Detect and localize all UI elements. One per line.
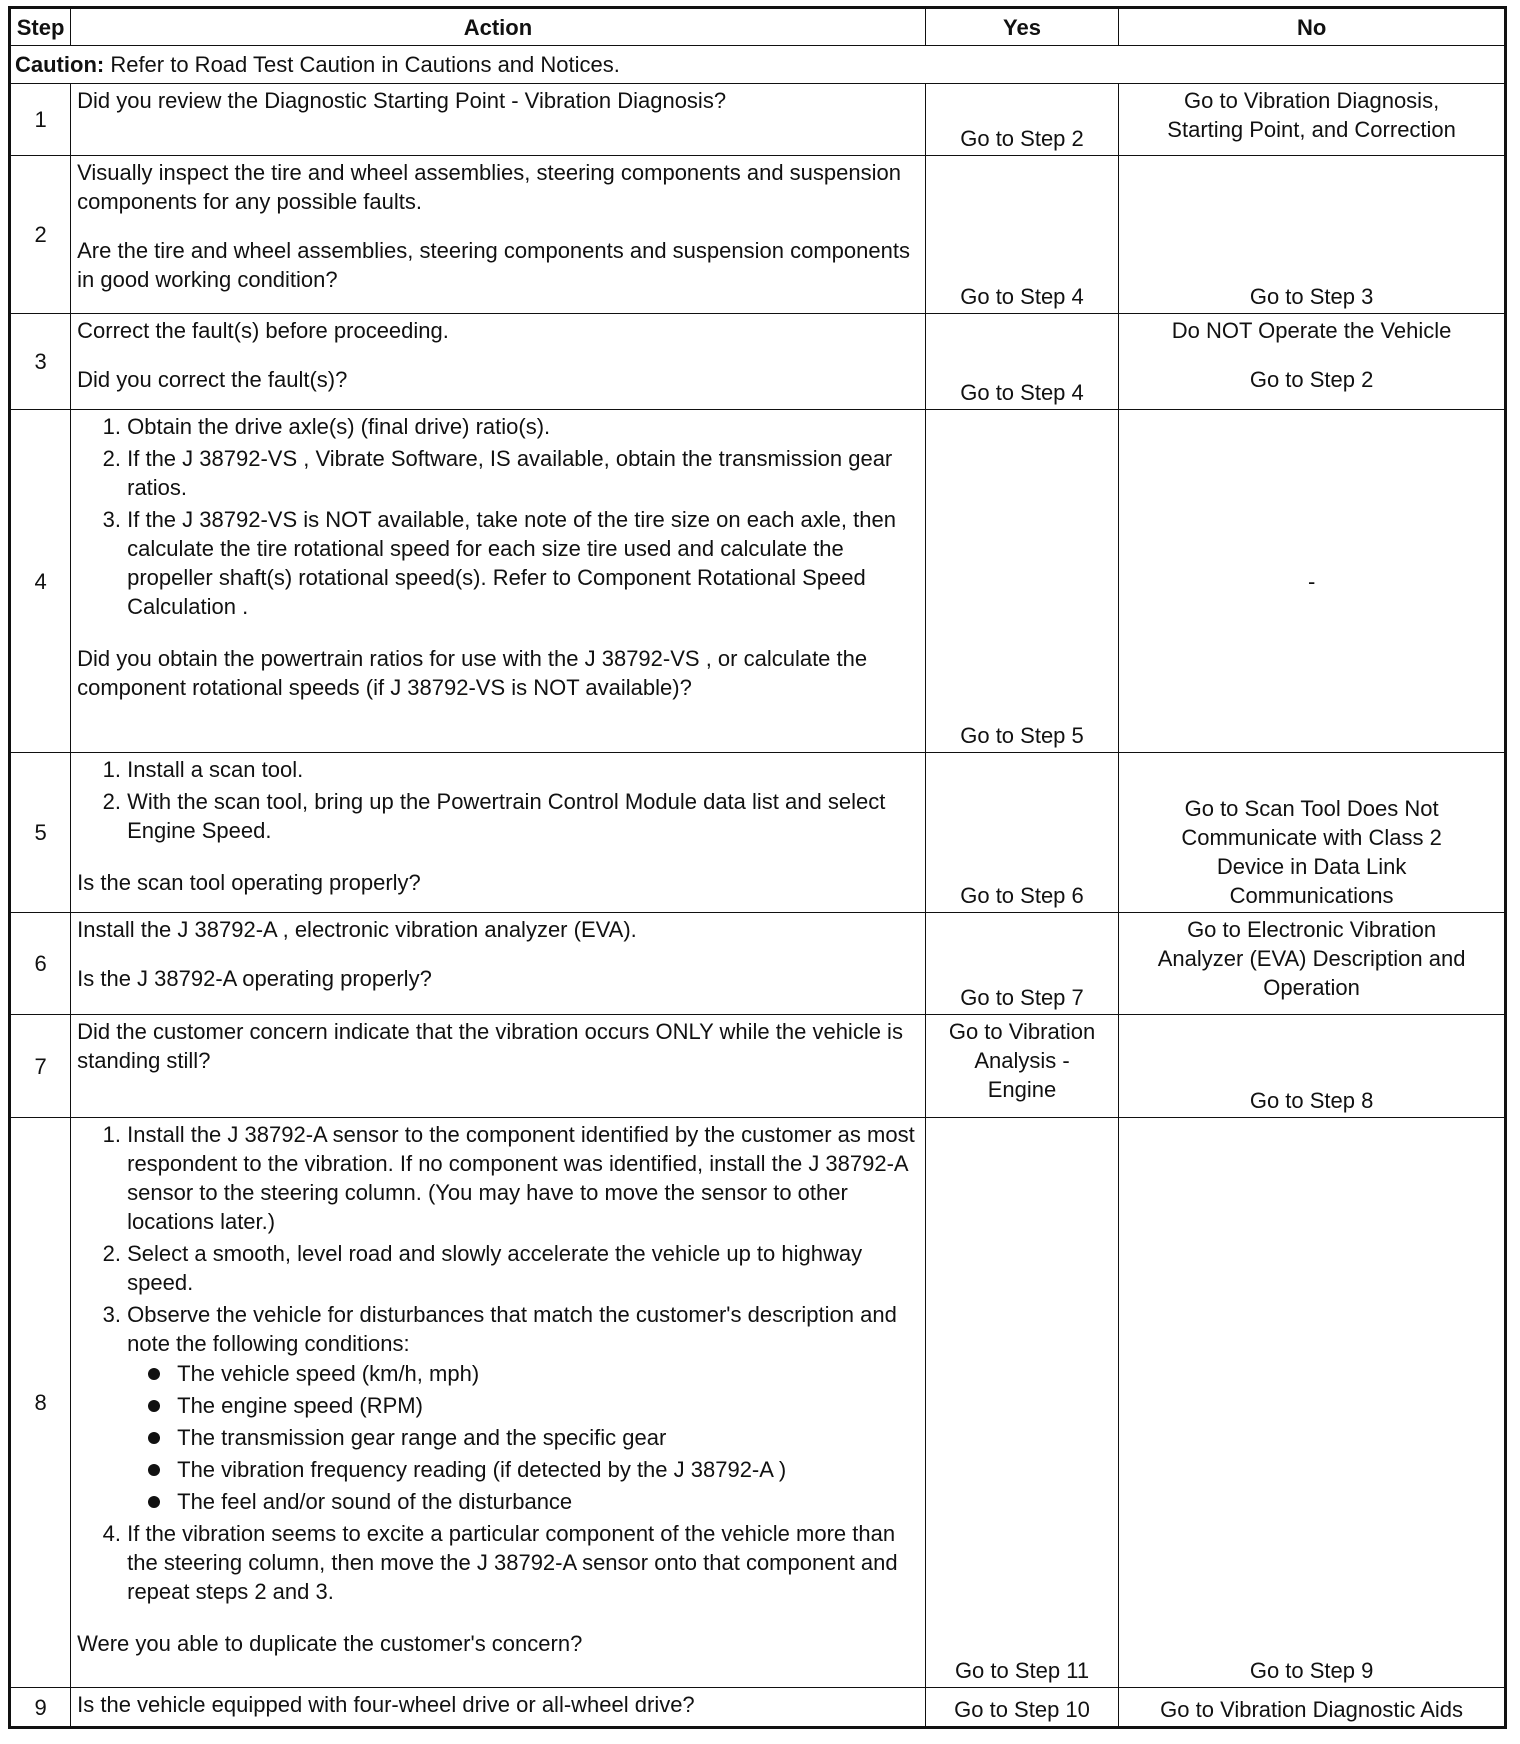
yes-text-line: Analysis - bbox=[974, 1048, 1070, 1073]
no-cell: - bbox=[1119, 410, 1506, 753]
action-question: Is the scan tool operating properly? bbox=[77, 870, 421, 895]
bullet-item: The feel and/or sound of the disturbance bbox=[177, 1487, 919, 1516]
list-item: 1. Install a scan tool. bbox=[127, 755, 919, 784]
action-cell bbox=[71, 314, 926, 410]
no-cell bbox=[1119, 84, 1506, 156]
action-question: Did you obtain the powertrain ratios for use with the J 38792-VS , or calculate the component rotational speeds (if J 38792-VS is NOT available)? bbox=[77, 646, 868, 700]
action-question: Were you able to duplicate the customer's concern? bbox=[77, 1631, 583, 1656]
action-cell bbox=[71, 1688, 926, 1728]
yes-cell: Go to Step 4 bbox=[925, 156, 1118, 314]
action-cell bbox=[71, 1015, 926, 1118]
yes-cell: Go to Step 11 bbox=[925, 1118, 1118, 1688]
step-number: 2 bbox=[10, 156, 71, 314]
header-no: No bbox=[1119, 8, 1506, 46]
list-item: 1. Obtain the drive axle(s) (final drive) ratio(s). bbox=[127, 412, 919, 441]
action-text: Is the vehicle equipped with four-wheel drive or all-wheel drive? bbox=[77, 1692, 695, 1717]
table-row bbox=[10, 410, 1506, 753]
bullet-list bbox=[127, 1359, 919, 1516]
numbered-list bbox=[77, 412, 919, 621]
no-cell: Go to Vibration Diagnostic Aids bbox=[1119, 1688, 1506, 1728]
no-text-line: Do NOT Operate the Vehicle bbox=[1171, 318, 1452, 343]
bullet-dot-icon bbox=[148, 1496, 160, 1508]
yes-cell: Go to Step 4 bbox=[925, 314, 1118, 410]
list-item: 2. Select a smooth, level road and slowly accelerate the vehicle up to highway speed. bbox=[127, 1239, 919, 1297]
no-text-line: Communications bbox=[1229, 883, 1394, 908]
action-question: Is the J 38792-A operating properly? bbox=[77, 966, 432, 991]
numbered-list bbox=[77, 755, 919, 845]
yes-cell: Go to Step 6 bbox=[925, 753, 1118, 913]
table-row bbox=[10, 913, 1506, 1015]
caution-row bbox=[10, 46, 1506, 84]
table-row bbox=[10, 1118, 1506, 1688]
bullet-dot-icon bbox=[148, 1464, 160, 1476]
step-number: 6 bbox=[10, 913, 71, 1015]
caution-label: Caution: bbox=[15, 52, 105, 77]
no-text-line: Device in Data Link bbox=[1216, 854, 1407, 879]
caution-cell bbox=[10, 46, 1506, 84]
yes-text-line: Go to Vibration bbox=[948, 1019, 1096, 1044]
bullet-dot-icon bbox=[148, 1400, 160, 1412]
action-text: Install the J 38792-A , electronic vibration analyzer (EVA). bbox=[77, 917, 637, 942]
step-number: 9 bbox=[10, 1688, 71, 1728]
bullet-dot-icon bbox=[148, 1432, 160, 1444]
yes-text-line: Engine bbox=[987, 1077, 1057, 1102]
list-item: 3. If the J 38792-VS is NOT available, take note of the tire size on each axle, then calculate the tire rotational speed for each size tire used and calculate the propeller shaft(s) rotational speed(s). Refer to Component Rotational Speed Calculation . bbox=[127, 505, 919, 621]
action-cell bbox=[71, 84, 926, 156]
yes-cell: Go to Step 10 bbox=[925, 1688, 1118, 1728]
action-text: Did the customer concern indicate that the vibration occurs ONLY while the vehicle is standing still? bbox=[77, 1019, 903, 1073]
step-number: 1 bbox=[10, 84, 71, 156]
yes-cell: Go to Step 7 bbox=[925, 913, 1118, 1015]
diagnostic-table bbox=[8, 6, 1507, 1729]
header-row bbox=[10, 8, 1506, 46]
no-cell bbox=[1119, 913, 1506, 1015]
no-text-line: Go to Vibration Diagnosis, bbox=[1184, 88, 1440, 113]
bullet-dot-icon bbox=[148, 1368, 160, 1380]
header-step: Step bbox=[10, 8, 71, 46]
yes-cell: Go to Step 2 bbox=[925, 84, 1118, 156]
no-cell bbox=[1119, 753, 1506, 913]
action-cell bbox=[71, 156, 926, 314]
action-cell bbox=[71, 913, 926, 1015]
no-cell: Go to Step 3 bbox=[1119, 156, 1506, 314]
action-cell bbox=[71, 410, 926, 753]
action-cell bbox=[71, 1118, 926, 1688]
action-text: Visually inspect the tire and wheel assemblies, steering components and suspension components for any possible faults. bbox=[77, 160, 901, 214]
table-row bbox=[10, 1688, 1506, 1728]
no-cell bbox=[1119, 314, 1506, 410]
table-row bbox=[10, 753, 1506, 913]
list-item: 4. If the vibration seems to excite a particular component of the vehicle more than the steering column, then move the J 38792-A sensor onto that component and repeat steps 2 and 3. bbox=[127, 1519, 919, 1606]
header-yes: Yes bbox=[925, 8, 1118, 46]
list-item bbox=[127, 1300, 919, 1516]
action-text: Did you review the Diagnostic Starting Point - Vibration Diagnosis? bbox=[77, 88, 727, 113]
bullet-item: The vehicle speed (km/h, mph) bbox=[177, 1359, 919, 1388]
no-text-line: Go to Step 2 bbox=[1249, 367, 1374, 392]
numbered-list bbox=[77, 1120, 919, 1606]
step-number: 3 bbox=[10, 314, 71, 410]
no-cell: Go to Step 8 bbox=[1119, 1015, 1506, 1118]
bullet-item: The transmission gear range and the specific gear bbox=[177, 1423, 919, 1452]
list-item: 2. If the J 38792-VS , Vibrate Software, IS available, obtain the transmission gear ratios. bbox=[127, 444, 919, 502]
header-action: Action bbox=[71, 8, 926, 46]
list-item-text: Observe the vehicle for disturbances that match the customer's description and note the following conditions: bbox=[127, 1302, 897, 1356]
no-cell: Go to Step 9 bbox=[1119, 1118, 1506, 1688]
table-row bbox=[10, 84, 1506, 156]
list-item: 2. With the scan tool, bring up the Powertrain Control Module data list and select Engine Speed. bbox=[127, 787, 919, 845]
bullet-item: The engine speed (RPM) bbox=[177, 1391, 919, 1420]
yes-cell bbox=[925, 1015, 1118, 1118]
no-text-line: Analyzer (EVA) Description and bbox=[1157, 946, 1466, 971]
action-cell bbox=[71, 753, 926, 913]
table-row bbox=[10, 1015, 1506, 1118]
no-text-line: Go to Electronic Vibration bbox=[1187, 917, 1437, 942]
step-number: 8 bbox=[10, 1118, 71, 1688]
step-number: 7 bbox=[10, 1015, 71, 1118]
no-text-line: Starting Point, and Correction bbox=[1167, 117, 1456, 142]
list-item: 1. Install the J 38792-A sensor to the component identified by the customer as most respondent to the vibration. If no component was identified, install the J 38792-A sensor to the steering column. (You may have to move the sensor to other locations later.) bbox=[127, 1120, 919, 1236]
caution-text: Refer to Road Test Caution in Cautions and Notices. bbox=[104, 52, 620, 77]
action-question: Did you correct the fault(s)? bbox=[77, 367, 348, 392]
step-number: 5 bbox=[10, 753, 71, 913]
action-question: Are the tire and wheel assemblies, steering components and suspension components in good working condition? bbox=[77, 238, 910, 292]
no-text-line: Operation bbox=[1263, 975, 1360, 1000]
table-row bbox=[10, 314, 1506, 410]
bullet-item: The vibration frequency reading (if detected by the J 38792-A ) bbox=[177, 1455, 919, 1484]
no-text-line: Communicate with Class 2 bbox=[1181, 825, 1442, 850]
step-number: 4 bbox=[10, 410, 71, 753]
table-row bbox=[10, 156, 1506, 314]
yes-cell: Go to Step 5 bbox=[925, 410, 1118, 753]
action-text: Correct the fault(s) before proceeding. bbox=[77, 318, 449, 343]
no-text-line: Go to Scan Tool Does Not bbox=[1184, 796, 1439, 821]
